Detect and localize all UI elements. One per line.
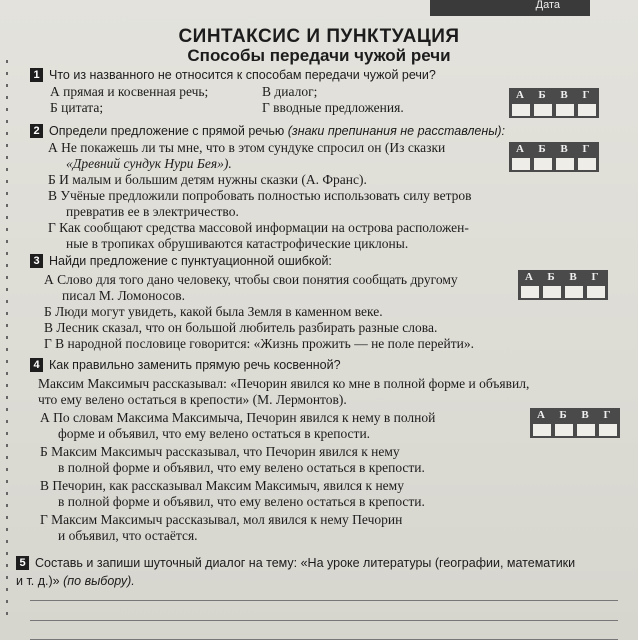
question-number: 3 xyxy=(30,254,43,268)
q4-option-v-line1: В Печорин, как рассказывал Максим Максимыч, явился к нему xyxy=(40,478,404,493)
question-3 xyxy=(30,254,610,269)
question-text: Найди предложение с пунктуационной ошибкой: xyxy=(49,254,332,268)
question-text: Как правильно заменить прямую речь косвенной? xyxy=(49,358,341,372)
page-title: СИНТАКСИС И ПУНКТУАЦИЯ xyxy=(178,26,460,47)
q4-answer-box[interactable]: А Б В Г xyxy=(530,408,620,438)
q4-option-b-line1: Б Максим Максимыч рассказывал, что Печорин явился к нему xyxy=(40,444,400,459)
question-2 xyxy=(30,124,610,139)
q2-option-b: Б И малым и большим детям нужны сказки (А. Франс). xyxy=(48,172,367,187)
q3-option-v: В Лесник сказал, что он большой любитель разбирать разные слова. xyxy=(44,320,438,335)
question-number: 2 xyxy=(30,124,43,138)
q4-quote-line2: что ему велено остаться в крепости» (М. Лермонтов). xyxy=(38,392,347,407)
q4-option-g-line1: Г Максим Максимыч рассказывал, мол явился к нему Печорин xyxy=(40,512,403,527)
question-note: (знаки препинания не расставлены): xyxy=(287,124,506,138)
question-text: Определи предложение с прямой речью xyxy=(49,124,285,138)
question-note: (по выбору). xyxy=(63,574,135,588)
q2-answer-box[interactable]: А Б В Г xyxy=(509,142,599,172)
q1-option-b: Б цитата; xyxy=(50,100,104,115)
answer-line[interactable] xyxy=(30,600,618,601)
question-number: 5 xyxy=(16,556,29,570)
q3-option-g: Г В народной пословице говорится: «Жизнь прожить — не поле перейти». xyxy=(44,336,474,351)
question-text: Что из названного не относится к способам передачи чужой речи? xyxy=(49,68,436,82)
page-subtitle: Способы передачи чужой речи xyxy=(187,46,451,65)
question-text: Составь и запиши шуточный диалог на тему: «На уроке литературы (географии, математики xyxy=(35,556,576,570)
q3-answer-box[interactable]: А Б В Г xyxy=(518,270,608,300)
q2-option-g-line1: Г Как сообщают средства массовой информации на острова расположен- xyxy=(48,220,469,235)
q4-option-a-line2: форме и объявил, что ему велено остаться в крепости. xyxy=(58,426,371,441)
question-1 xyxy=(30,68,610,83)
q3-option-a-line1: А Слово для того дано человеку, чтобы свои понятия сообщать другому xyxy=(44,272,458,287)
q2-option-v-line1: В Учёные предложили попробовать полностью использовать силу ветров xyxy=(48,188,472,203)
q2-option-g-line2: ные в тропиках обрушиваются катастрофические циклоны. xyxy=(66,236,409,251)
q1-option-v: В диалог; xyxy=(262,84,318,99)
q4-option-v-line2: в полной форме и объявил, что ему велено остаться в крепости. xyxy=(58,494,425,509)
answer-line[interactable] xyxy=(30,620,618,621)
q4-quote-line1: Максим Максимыч рассказывал: «Печорин явился ко мне в полной форме и объявил, xyxy=(38,376,530,391)
question-5 xyxy=(16,556,610,571)
q2-option-v-line2: превратив ее в электричество. xyxy=(66,204,239,219)
q3-option-a-line2: писал М. Ломоносов. xyxy=(62,288,185,303)
q1-answer-box[interactable]: А Б В Г xyxy=(509,88,599,118)
question-4 xyxy=(30,358,610,373)
binding-holes xyxy=(6,60,8,620)
q4-option-g-line2: и объявил, что остаётся. xyxy=(58,528,198,543)
q4-option-b-line2: в полной форме и объявил, что ему велено остаться в крепости. xyxy=(58,460,425,475)
q1-option-g: Г вводные предложения. xyxy=(262,100,404,115)
q3-option-b: Б Люди могут увидеть, какой была Земля в каменном веке. xyxy=(44,304,383,319)
question-number: 4 xyxy=(30,358,43,372)
q1-option-a: А прямая и косвенная речь; xyxy=(50,84,209,99)
q4-option-a-line1: А По словам Максима Максимыча, Печорин явился к нему в полной xyxy=(40,410,436,425)
q2-option-a-line2: «Древний сундук Нури Бея»). xyxy=(66,156,232,171)
date-field: Дата xyxy=(430,0,590,16)
q2-option-a-line1: А Не покажешь ли ты мне, что в этом сундуке спросил он (Из сказки xyxy=(48,140,446,155)
question-5-line2: и т. д.)» (по выбору). xyxy=(16,574,135,588)
question-number: 1 xyxy=(30,68,43,82)
